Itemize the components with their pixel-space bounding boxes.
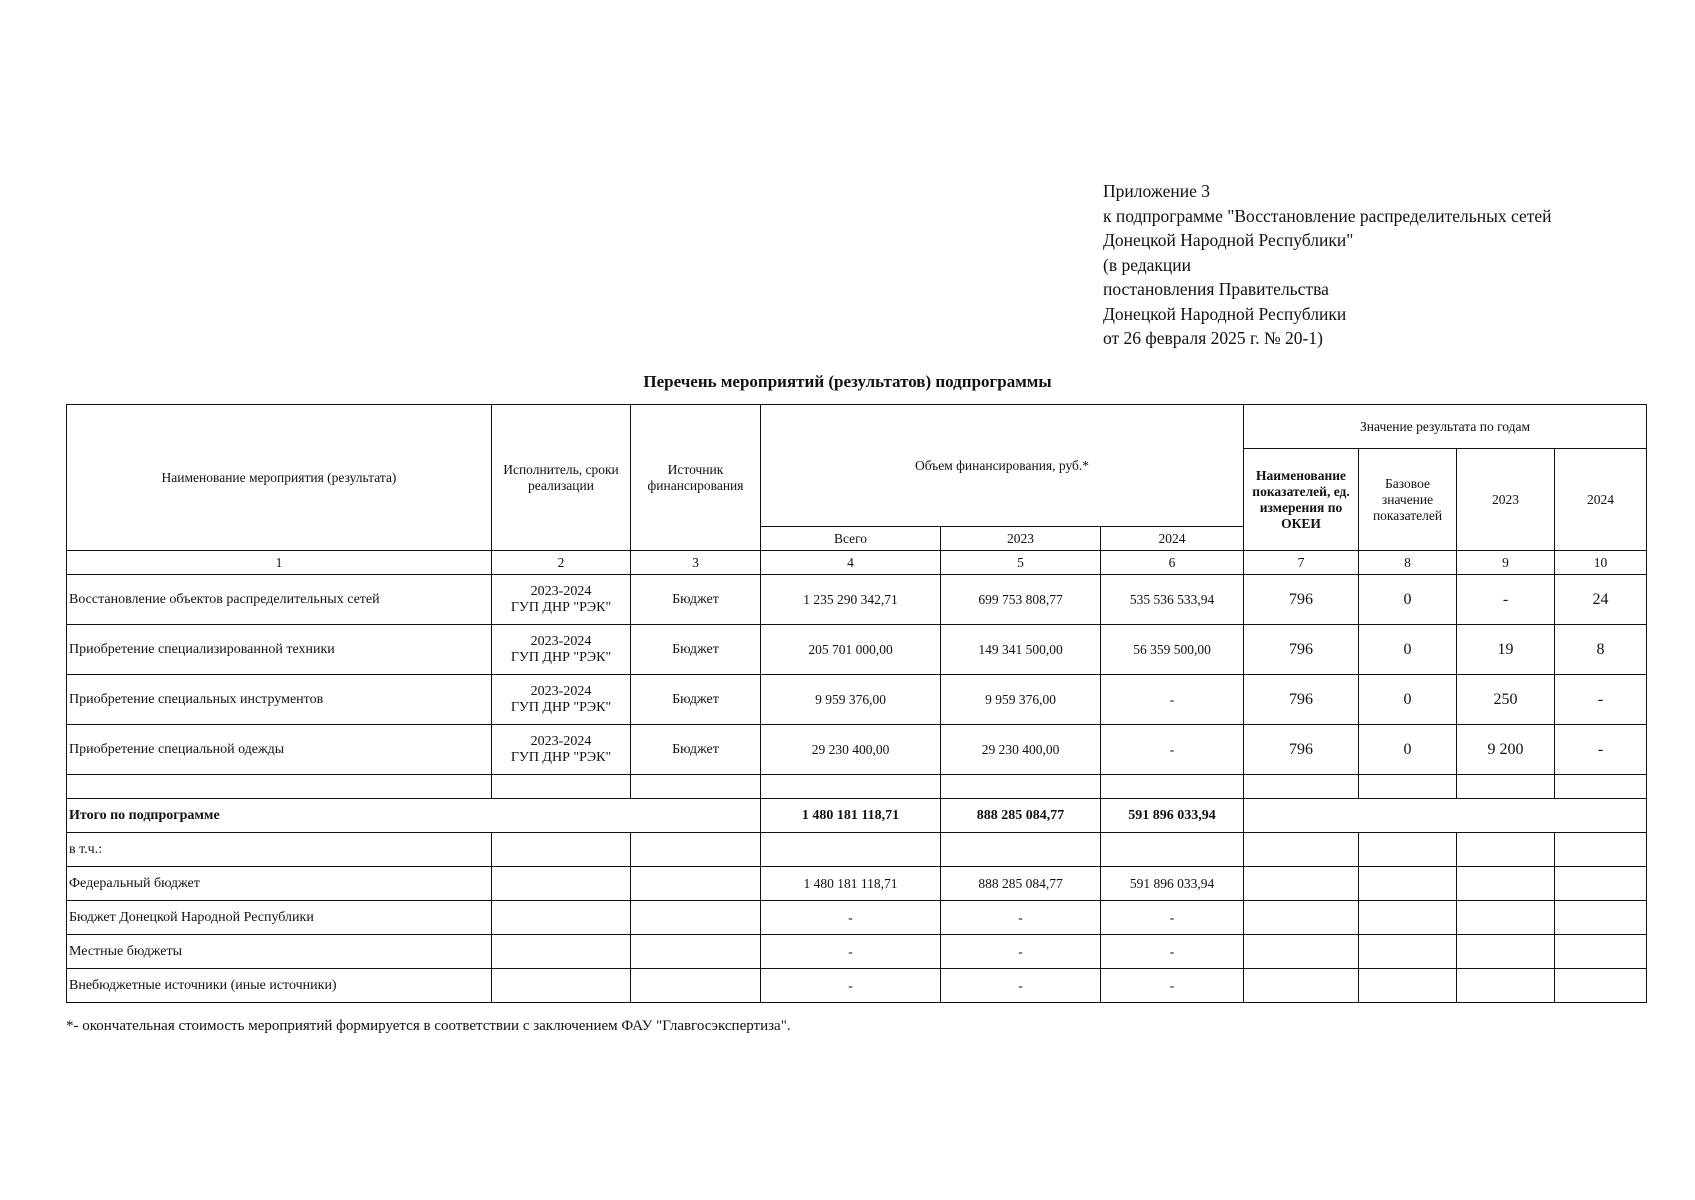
appendix-line: Приложение 3 — [1103, 181, 1211, 201]
activities-table — [66, 404, 1647, 1003]
result-2023: 250 — [1457, 675, 1555, 725]
appendix-line: к подпрограмме "Восстановление распределительных сетей — [1103, 205, 1552, 226]
header-total: Всего — [761, 527, 941, 551]
result-2024: 24 — [1555, 575, 1647, 625]
breakdown-2023: - — [941, 935, 1101, 969]
breakdown-2024: - — [1101, 901, 1244, 935]
amount-total: 9 959 376,00 — [761, 675, 941, 725]
header-indicator: Наименование показателей, ед. измерения по ОКЕИ — [1244, 449, 1359, 551]
column-number: 3 — [631, 551, 761, 575]
result-2023: 9 200 — [1457, 725, 1555, 775]
appendix-block — [1103, 179, 1663, 351]
executor-cell — [492, 675, 631, 725]
breakdown-2023: - — [941, 901, 1101, 935]
breakdown-total: - — [761, 935, 941, 969]
result-2023: - — [1457, 575, 1555, 625]
base-value: 0 — [1359, 625, 1457, 675]
column-number: 8 — [1359, 551, 1457, 575]
header-result-2023: 2023 — [1457, 449, 1555, 551]
breakdown-row — [67, 935, 1647, 969]
header-base: Базовое значение показателей — [1359, 449, 1457, 551]
executor-cell — [492, 625, 631, 675]
breakdown-2024: 591 896 033,94 — [1101, 867, 1244, 901]
column-number: 2 — [492, 551, 631, 575]
executor: ГУП ДНР "РЭК" — [510, 599, 612, 615]
header-result-2024: 2024 — [1555, 449, 1647, 551]
source: Бюджет — [631, 625, 761, 675]
result-2023: 19 — [1457, 625, 1555, 675]
totals-2023: 888 285 084,77 — [941, 799, 1101, 833]
breakdown-2023 — [941, 833, 1101, 867]
okei-code: 796 — [1244, 725, 1359, 775]
appendix-line: (в редакции — [1103, 254, 1192, 275]
executor: ГУП ДНР "РЭК" — [510, 699, 612, 715]
footnote: *- окончательная стоимость мероприятий формируется в соответствии с заключением ФАУ "Главгосэкспертиза". — [66, 1018, 791, 1034]
period: 2023-2024 — [530, 683, 592, 699]
amount-total: 1 235 290 342,71 — [761, 575, 941, 625]
empty-row — [67, 775, 1647, 799]
breakdown-label: Местные бюджеты — [67, 935, 492, 969]
breakdown-2024 — [1101, 833, 1244, 867]
base-value: 0 — [1359, 575, 1457, 625]
amount-2024: 535 536 533,94 — [1101, 575, 1244, 625]
source: Бюджет — [631, 575, 761, 625]
activity-name: Приобретение специализированной техники — [67, 625, 492, 675]
appendix-line: Донецкой Народной Республики" — [1103, 230, 1354, 250]
base-value: 0 — [1359, 725, 1457, 775]
table-row — [67, 575, 1647, 625]
activity-name: Восстановление объектов распределительных сетей — [67, 575, 492, 625]
breakdown-total — [761, 833, 941, 867]
amount-total: 205 701 000,00 — [761, 625, 941, 675]
result-2024: - — [1555, 725, 1647, 775]
header-source: Источник финансирования — [631, 405, 761, 551]
breakdown-total: - — [761, 969, 941, 1003]
amount-2024: - — [1101, 725, 1244, 775]
header-results: Значение результата по годам — [1244, 405, 1647, 449]
period: 2023-2024 — [530, 733, 592, 749]
header-2023: 2023 — [941, 527, 1101, 551]
header-financing: Объем финансирования, руб.* — [761, 405, 1244, 527]
breakdown-2023: - — [941, 969, 1101, 1003]
column-number: 1 — [67, 551, 492, 575]
period: 2023-2024 — [530, 633, 592, 649]
appendix-line: от 26 февраля 2025 г. № 20-1) — [1103, 328, 1323, 348]
result-2024: 8 — [1555, 625, 1647, 675]
breakdown-row — [67, 833, 1647, 867]
column-number: 10 — [1555, 551, 1647, 575]
totals-2024: 591 896 033,94 — [1101, 799, 1244, 833]
totals-label: Итого по подпрограмме — [67, 799, 761, 833]
breakdown-row — [67, 969, 1647, 1003]
result-2024: - — [1555, 675, 1647, 725]
base-value: 0 — [1359, 675, 1457, 725]
breakdown-label: Внебюджетные источники (иные источники) — [67, 969, 492, 1003]
activity-name: Приобретение специальных инструментов — [67, 675, 492, 725]
executor-cell — [492, 725, 631, 775]
amount-2023: 29 230 400,00 — [941, 725, 1101, 775]
header-2024: 2024 — [1101, 527, 1244, 551]
breakdown-row — [67, 901, 1647, 935]
header-executor: Исполнитель, сроки реализации — [492, 405, 631, 551]
breakdown-row — [67, 867, 1647, 901]
table-row — [67, 725, 1647, 775]
column-number: 9 — [1457, 551, 1555, 575]
breakdown-total: - — [761, 901, 941, 935]
amount-2024: 56 359 500,00 — [1101, 625, 1244, 675]
totals-total: 1 480 181 118,71 — [761, 799, 941, 833]
appendix-line: постановления Правительства — [1103, 279, 1329, 299]
appendix-line: Донецкой Народной Республики — [1103, 303, 1347, 324]
breakdown-label: в т.ч.: — [67, 833, 492, 867]
document-title: Перечень мероприятий (результатов) подпрограммы — [643, 372, 1052, 391]
amount-2023: 699 753 808,77 — [941, 575, 1101, 625]
breakdown-label: Бюджет Донецкой Народной Республики — [67, 901, 492, 935]
amount-2023: 149 341 500,00 — [941, 625, 1101, 675]
totals-row — [67, 799, 1647, 833]
column-number: 7 — [1244, 551, 1359, 575]
column-number: 4 — [761, 551, 941, 575]
executor: ГУП ДНР "РЭК" — [510, 749, 612, 765]
breakdown-total: 1 480 181 118,71 — [761, 867, 941, 901]
amount-2023: 9 959 376,00 — [941, 675, 1101, 725]
amount-total: 29 230 400,00 — [761, 725, 941, 775]
amount-2024: - — [1101, 675, 1244, 725]
breakdown-2024: - — [1101, 935, 1244, 969]
executor: ГУП ДНР "РЭК" — [510, 649, 612, 665]
column-number: 6 — [1101, 551, 1244, 575]
column-number: 5 — [941, 551, 1101, 575]
okei-code: 796 — [1244, 675, 1359, 725]
executor-cell — [492, 575, 631, 625]
table-row — [67, 625, 1647, 675]
breakdown-2024: - — [1101, 969, 1244, 1003]
source: Бюджет — [631, 675, 761, 725]
period: 2023-2024 — [530, 583, 592, 599]
breakdown-2023: 888 285 084,77 — [941, 867, 1101, 901]
breakdown-label: Федеральный бюджет — [67, 867, 492, 901]
okei-code: 796 — [1244, 575, 1359, 625]
okei-code: 796 — [1244, 625, 1359, 675]
table-row — [67, 675, 1647, 725]
header-name: Наименование мероприятия (результата) — [67, 405, 492, 551]
activity-name: Приобретение специальной одежды — [67, 725, 492, 775]
source: Бюджет — [631, 725, 761, 775]
